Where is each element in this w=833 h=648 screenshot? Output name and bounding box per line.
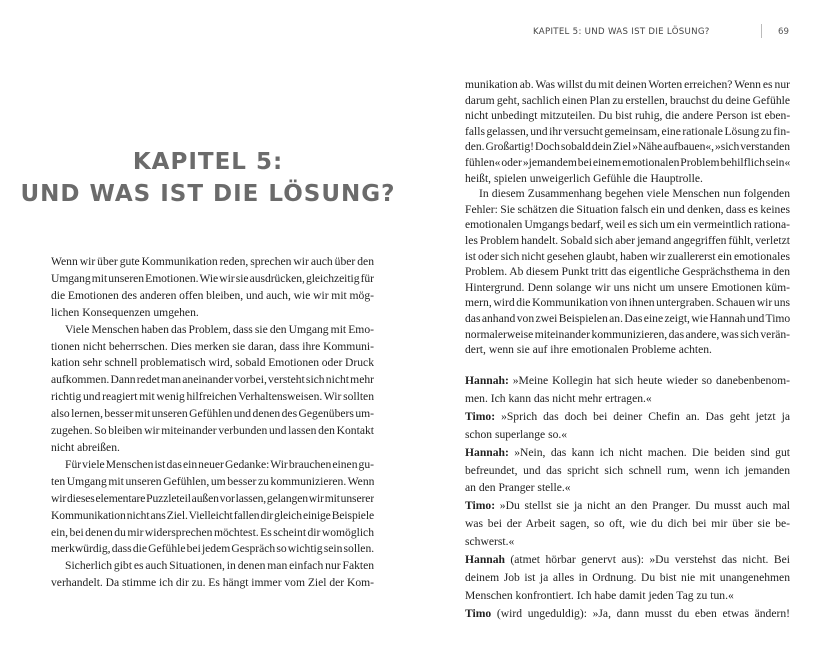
chapter-title-line: KAPITEL 5: bbox=[132, 149, 284, 175]
paragraph bbox=[465, 186, 790, 358]
text-line: Kommunikation nicht ans Ziel. Vielleicht fallen dir gleich einige Beispiele bbox=[51, 508, 374, 522]
text-line bbox=[465, 551, 790, 569]
text-line: In diesem Zusammenhang begehen viele Menschen nun folgenden bbox=[479, 187, 790, 201]
text-line: men. Ich kann das nicht mehr ertragen.« bbox=[465, 391, 652, 405]
speaker-name: Timo: bbox=[465, 499, 496, 513]
dialogue bbox=[465, 372, 790, 623]
paragraph bbox=[51, 457, 374, 558]
text-line: wir dieses elementare Puzzleteil außen vor lassen, gelangen wir mit unserer bbox=[51, 491, 374, 505]
text-line: die Emotionen des anderen offen bleiben, und auch, wie wir mit mög- bbox=[51, 288, 374, 302]
speaker-name: Timo: bbox=[465, 409, 496, 423]
dialogue-turn bbox=[465, 497, 790, 551]
paragraph bbox=[465, 77, 790, 186]
text-line: zugehen. So bleiben wir miteinander verbunden und lassen den Kontakt bbox=[51, 424, 374, 438]
text-line: ten Umgang mit unseren Gefühlen, um besser zu kommunizieren. Wenn bbox=[51, 474, 374, 488]
paragraph bbox=[51, 558, 374, 592]
right-page bbox=[416, 0, 833, 648]
text-line: also lernen, besser mit unseren Gefühlen und denen des Gegenübers um- bbox=[51, 407, 374, 421]
text-line bbox=[465, 605, 790, 623]
text-line: nicht unbedingt mitzuteilen. Du bist ruhig, die andere Person ist eben- bbox=[465, 109, 790, 123]
speech-text: (wird ungeduldig): »Ja, dann musst du eben etwas ändern! bbox=[491, 606, 790, 620]
dialogue-turn bbox=[465, 372, 790, 408]
text-line: heißt, spielen unweigerlich Gefühle die Hauptrolle. bbox=[465, 171, 703, 185]
text-line: den. Großartig! Doch sobald dein Ziel »Nähe aufbauen«, »sich verstanden bbox=[465, 140, 790, 154]
text-line: Für viele Menschen ist das ein neuer Gedanke: Wir brauchen einen gu- bbox=[65, 457, 374, 471]
text-line: emotionalen Umgangs bedarf, weil es sich um ein vermeintlich rationa- bbox=[465, 218, 790, 232]
text-line: lichen Konsequenzen umgehen. bbox=[51, 305, 199, 319]
speaker-name: Hannah bbox=[465, 553, 505, 567]
text-line: normalerweise miteinander kommunizieren, das andere, was sich verän- bbox=[465, 327, 790, 341]
chapter-title-line: UND WAS IST DIE LÖSUNG? bbox=[20, 181, 396, 207]
text-line: dert, wenn sie auf ihre emotionalen Probleme achten. bbox=[465, 343, 712, 357]
speaker-name: Timo bbox=[465, 606, 492, 620]
speaker-name: Hannah: bbox=[465, 374, 509, 387]
speech-text: »Meine Kollegin hat sich heute wieder so danebenbenom- bbox=[508, 374, 790, 387]
text-line: nicht abreißen. bbox=[51, 440, 120, 454]
text-line: tionen nicht beherrschen. Dies merken sie daran, dass ihre Kommuni- bbox=[51, 339, 374, 353]
text-line: Wenn wir über gute Kommunikation reden, sprechen wir auch über den bbox=[51, 255, 374, 268]
body-text bbox=[465, 77, 790, 358]
dialogue-turn bbox=[465, 408, 790, 444]
text-line: das anhand von zwei Beispielen an. Das eine zeigt, wie Hannah und Timo bbox=[465, 311, 790, 325]
text-line: richtig und reagiert mit wenig hilfreichen Verhaltensweisen. Wir sollten bbox=[51, 390, 374, 404]
dialogue-turn bbox=[465, 605, 790, 623]
speech-text: »Du stellst sie ja nicht an den Pranger. Du musst auch mal bbox=[495, 499, 790, 513]
dialogue-turn bbox=[465, 444, 790, 498]
text-line: kation sehr schnell problematisch wird, sobald Emotionen oder Druck bbox=[51, 356, 374, 370]
text-line: darum geht, sachlich einen Plan zu erstellen, brauchst du deine Gefühle bbox=[465, 93, 790, 107]
text-line: Fehler: Sie schätzen die Situation falsch ein und denken, dass es keines bbox=[465, 202, 790, 216]
text-line bbox=[465, 497, 790, 515]
text-line bbox=[465, 372, 790, 390]
text-line: Menschen konfrontiert. Ich habe damit jeden Tag zu tun.« bbox=[465, 588, 734, 602]
header-divider bbox=[761, 24, 762, 38]
text-line: Sicherlich gibt es auch Situationen, in denen man einfach nur Fakten bbox=[65, 559, 374, 573]
text-line: ein, bei denen du mir widersprechen möchtest. Es scheint dir womöglich bbox=[51, 525, 374, 539]
text-line: ist oder sich nicht gesehen glaubt, haben wir zuallererst ein emotionales bbox=[465, 249, 790, 263]
running-head: KAPITEL 5: UND WAS IST DIE LÖSUNG? bbox=[533, 27, 710, 37]
text-line: les Problem handelt. Sobald sich aber jemand angegriffen fühlt, verletzt bbox=[465, 233, 790, 247]
text-line: Problem. Ab diesem Punkt tritt das eigentliche Gesprächsthema in den bbox=[465, 265, 790, 279]
text-line: falls gelassen, und ihr versucht gemeinsam, eine rationale Lösung zu fin- bbox=[465, 124, 790, 138]
dialogue-turn bbox=[465, 551, 790, 605]
paragraph bbox=[51, 322, 374, 457]
body-text bbox=[51, 254, 374, 592]
text-line: deinem Job ist ja alles in Ordnung. Du bist nie mit unangenehmen bbox=[465, 570, 790, 584]
text-line: Viele Menschen haben das Problem, dass sie den Umgang mit Emo- bbox=[65, 322, 374, 336]
text-line: fühlen« oder »jemandem bei einem emotionalen Problem behilflich sein« bbox=[465, 155, 790, 169]
speaker-name: Hannah: bbox=[465, 445, 509, 459]
chapter-title bbox=[0, 146, 416, 210]
speech-text: (atmet hörbar genervt aus): »Du verstehst das nicht. Bei bbox=[504, 553, 790, 567]
text-line: aufkommen. Dann redet man aneinander vorbei, versteht sich nicht mehr bbox=[51, 373, 374, 387]
text-line: Umgang mit unseren Emotionen. Wie wir sie ausdrücken, gleichzeitig für bbox=[51, 271, 374, 285]
text-line: Hintergrund. Denn solange wir uns nicht um unsere Emotionen küm- bbox=[465, 280, 790, 294]
text-line: munikation ab. Was willst du mit deinen Worten erreichen? Wenn es nur bbox=[465, 78, 790, 91]
text-line: verhandelt. Da stimme ich dir zu. Es hängt immer vom Ziel der Kom- bbox=[51, 576, 374, 590]
page-number: 69 bbox=[778, 27, 789, 37]
left-page bbox=[0, 0, 416, 648]
text-line: an den Pranger stelle.« bbox=[465, 481, 571, 495]
text-line: mern, wird die Kommunikation von ihnen untergraben. Schauen wir uns bbox=[465, 296, 790, 310]
text-line bbox=[465, 444, 790, 462]
text-line: merkwürdig, dass die Gefühle bei jedem Gespräch so wichtig sein sollen. bbox=[51, 542, 374, 556]
speech-text: »Sprich das doch bei deiner Chefin an. Das geht jetzt ja bbox=[495, 409, 790, 423]
speech-text: »Nein, das kann ich nicht machen. Die beiden sind gut bbox=[508, 445, 790, 459]
text-line: befreundet, und das spricht sich schnell rum, wenn ich jemanden bbox=[465, 463, 790, 477]
paragraph bbox=[51, 254, 374, 322]
text-line bbox=[465, 408, 790, 426]
text-line: schon superlange so.« bbox=[465, 427, 568, 441]
text-line: was bei der Arbeit sagen, so oft, wie du dich bei mir über sie be- bbox=[465, 517, 790, 531]
text-line: schwerst.« bbox=[465, 535, 515, 549]
